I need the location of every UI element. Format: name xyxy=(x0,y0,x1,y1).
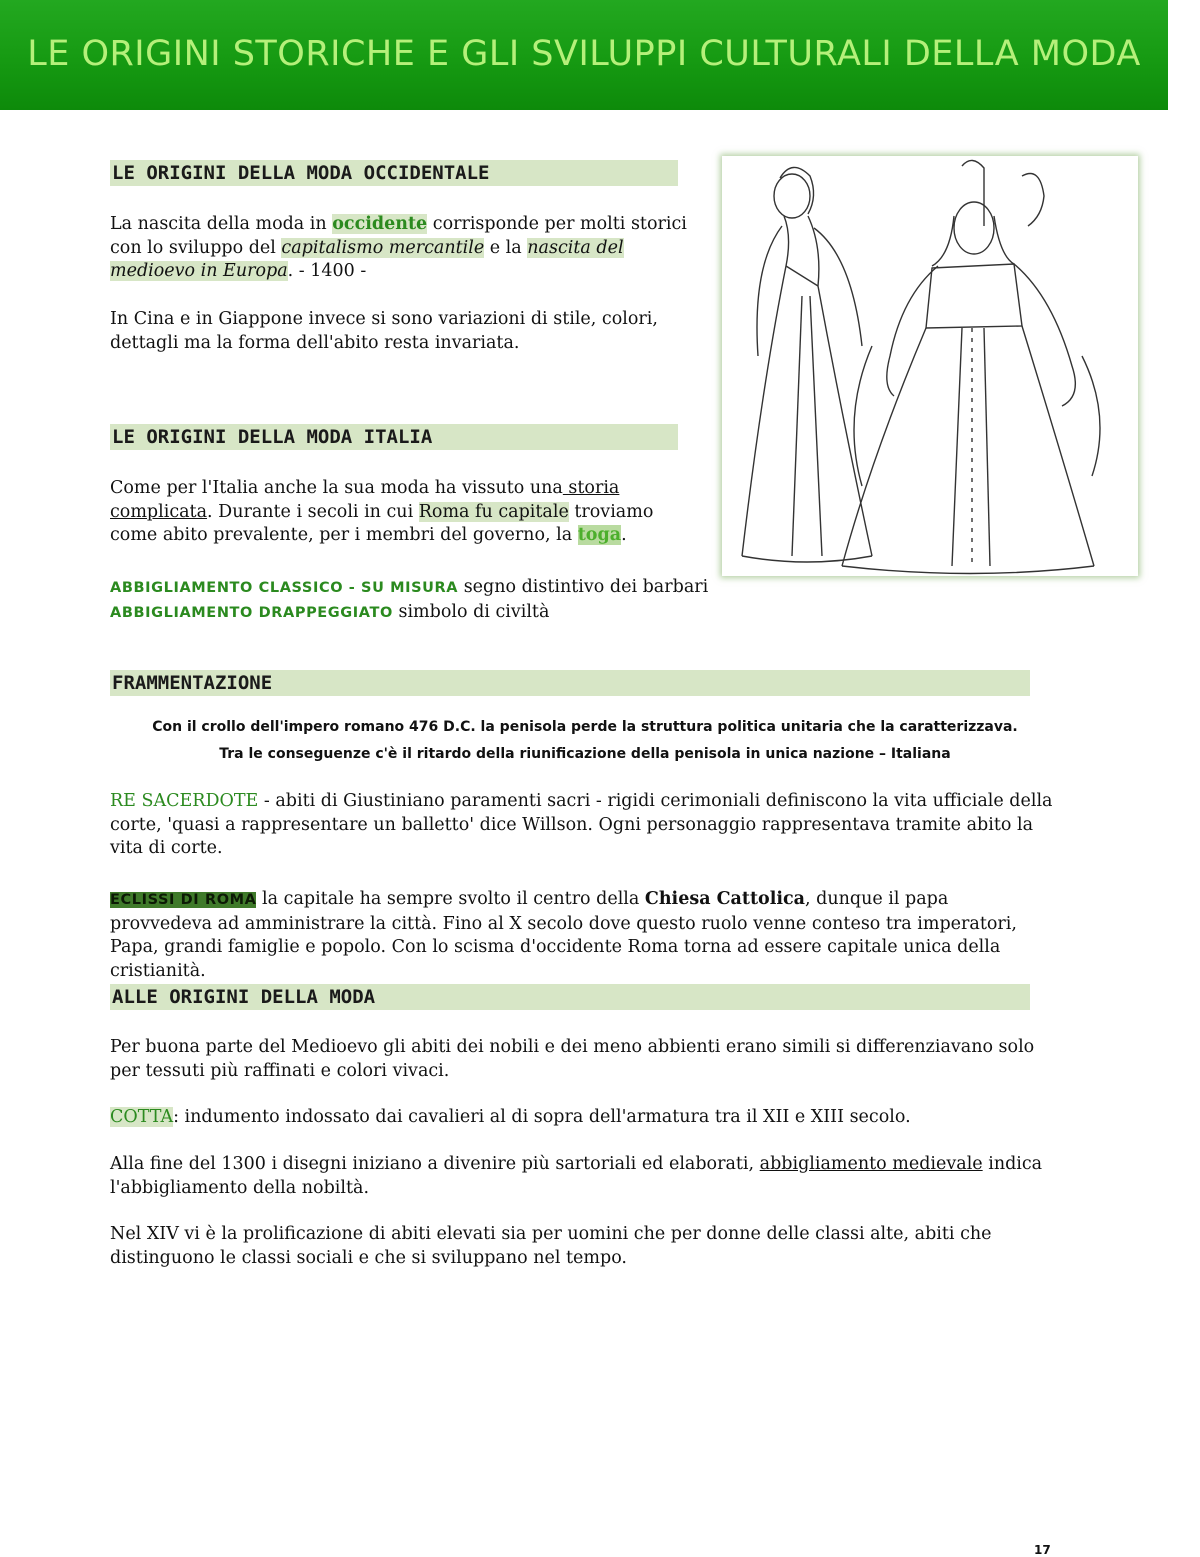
heading-origini-occidentale: LE ORIGINI DELLA MODA OCCIDENTALE xyxy=(110,160,678,186)
underline-abbigliamento-medievale: abbigliamento medievale xyxy=(759,1154,983,1174)
text: Alla fine del 1300 i disegni iniziano a divenire più sartoriali ed elaborati, xyxy=(110,1154,760,1174)
paragraph-xiv-secolo: Nel XIV vi è la prolificazione di abiti elevati sia per uomini che per donne delle classi alte, abiti che distinguono le classi sociali e che si sviluppano nel tempo. xyxy=(110,1224,992,1268)
label-drappeggiato: ABBIGLIAMENTO DRAPPEGGIATO xyxy=(110,604,393,621)
highlight-medioevo: nascita del medioevo in Europa xyxy=(110,237,624,281)
medieval-gowns-sketch-image xyxy=(722,156,1138,576)
paragraph-cina-giappone: In Cina e in Giappone invece si sono variazioni di stile, colori, dettagli ma la forma dell'abito resta invariata. xyxy=(110,309,658,353)
underline-storia: storia complicata xyxy=(110,478,620,522)
title-banner xyxy=(0,0,1168,110)
text: indica l'abbigliamento della nobiltà. xyxy=(110,1154,1043,1198)
center-statement-2: Tra le conseguenze c'è il ritardo della riunificazione della penisola in unica nazione – Italiana xyxy=(219,746,951,762)
text: . Durante i secoli in cui xyxy=(207,501,419,522)
paragraph-cotta xyxy=(110,1106,1055,1130)
highlight-toga: toga xyxy=(577,525,622,545)
paragraph-eclissi-roma xyxy=(110,888,1055,983)
text: - abiti di Giustiniano paramenti sacri - rigidi cerimoniali definiscono la vita ufficiale della corte, 'quasi a rappresentare un balletto' dice Willson. Ogni personaggio rappresentava tramite abito la vita di corte. xyxy=(110,791,1053,858)
medieval-gowns-sketch-icon xyxy=(722,156,1138,576)
center-statement-1: Con il crollo dell'impero romano 476 D.C. la penisola perde la struttura politica unitaria che la caratterizzava. xyxy=(152,719,1018,735)
text: , dunque il papa provvedeva ad amministrare la città. Fino al X secolo dove questo ruolo venne conteso tra imperatori, Papa, grandi famiglie e popolo. Con lo scisma d'occidente Roma torna ad essere capitale unica della cristianità. xyxy=(110,889,1017,981)
text: : indumento indossato dai cavalieri al di sopra dell'armatura tra il XII e XIII secolo. xyxy=(173,1107,911,1127)
paragraph-re-sacerdote xyxy=(110,790,1055,861)
label-cotta: COTTA xyxy=(110,1107,174,1127)
highlight-roma-capitale: Roma fu capitale xyxy=(418,501,569,522)
text: La nascita della moda in xyxy=(110,214,333,234)
paragraph-italia xyxy=(110,477,700,548)
paragraph-medioevo: Per buona parte del Medioevo gli abiti dei nobili e dei meno abbienti erano simili si differenziavano solo per tessuti più raffinati e colori vivaci. xyxy=(110,1037,1035,1081)
paragraph-abbigliamento xyxy=(110,576,710,625)
text: e la xyxy=(484,237,528,258)
heading-origini-italia: LE ORIGINI DELLA MODA ITALIA xyxy=(110,424,678,450)
heading-frammentazione: FRAMMENTAZIONE xyxy=(110,670,1030,696)
text: corrisponde per molti storici con lo sviluppo del xyxy=(110,214,687,258)
text: Come per l'Italia anche la sua moda ha vissuto una xyxy=(110,478,563,498)
highlight-capitalismo: capitalismo mercantile xyxy=(281,237,485,258)
heading-alle-origini: ALLE ORIGINI DELLA MODA xyxy=(110,984,1030,1010)
text: simbolo di civiltà xyxy=(392,601,550,622)
text: la capitale ha sempre svolto il centro della xyxy=(256,889,645,909)
paragraph-occidente xyxy=(110,213,710,284)
highlight-occidente: occidente xyxy=(332,214,428,234)
label-classico: ABBIGLIAMENTO CLASSICO - SU MISURA xyxy=(110,580,459,596)
text: . - 1400 - xyxy=(287,261,367,281)
label-re-sacerdote: RE SACERDOTE xyxy=(110,791,259,811)
text: . xyxy=(621,525,627,545)
page-title: LE ORIGINI STORICHE E GLI SVILUPPI CULTURALI DELLA MODA xyxy=(27,34,1141,74)
page-number: 17 xyxy=(1034,1543,1051,1557)
text: troviamo come abito prevalente, per i membri del governo, la xyxy=(110,501,654,545)
bold-chiesa-cattolica: Chiesa Cattolica xyxy=(644,889,806,909)
paragraph-fine-1300 xyxy=(110,1153,1055,1200)
text: segno distintivo dei barbari xyxy=(458,577,709,597)
label-eclissi-roma: ECLISSI DI ROMA xyxy=(110,892,257,908)
